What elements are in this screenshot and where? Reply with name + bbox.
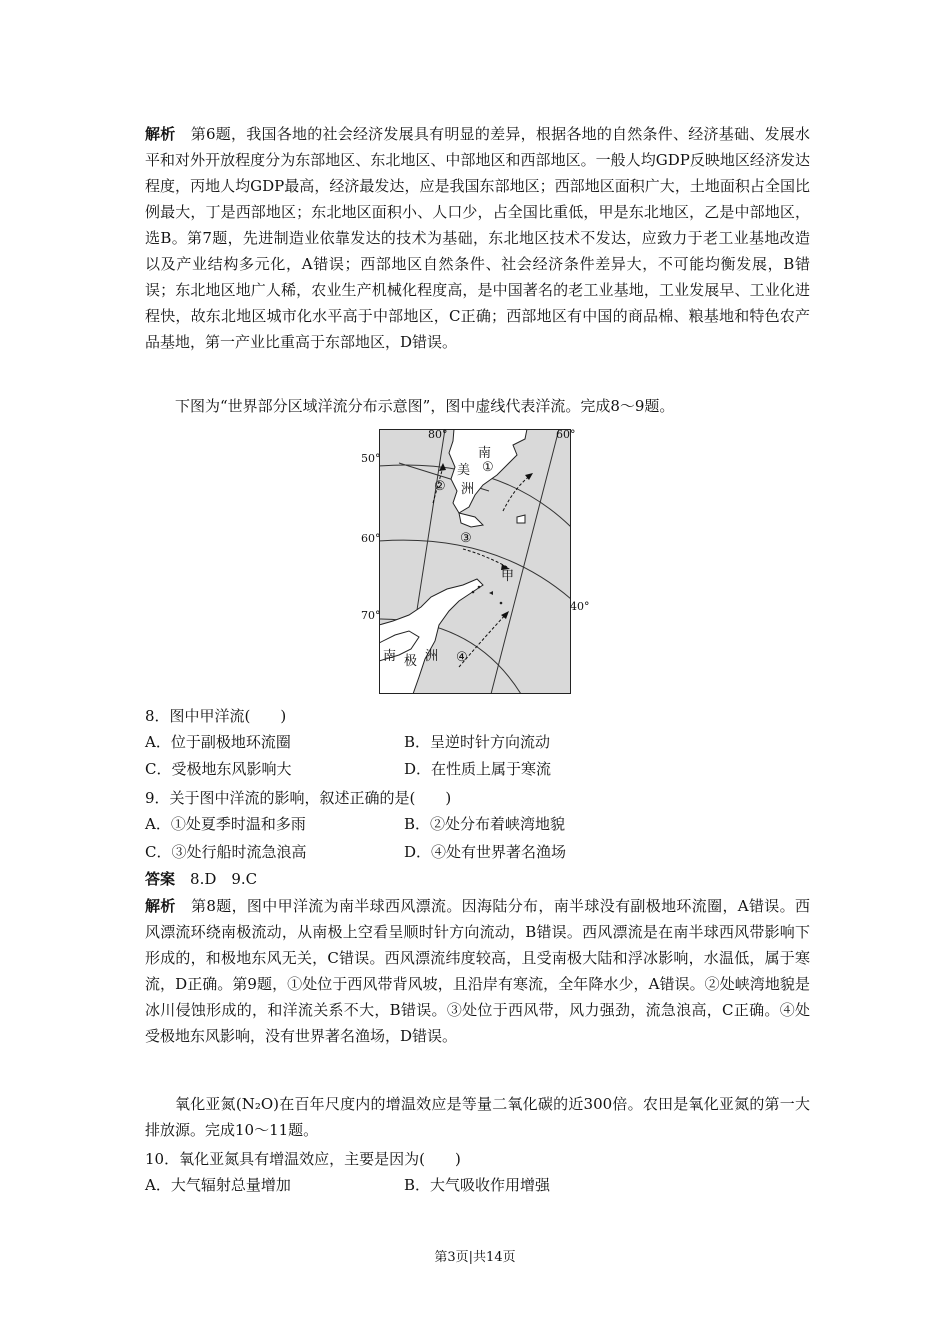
south-america-char-1: 南 — [478, 446, 492, 461]
analysis-paragraph-2 — [145, 893, 810, 1049]
marker-3: ③ — [460, 531, 472, 546]
marker-2: ② — [434, 479, 446, 494]
answer-label: 答案 — [145, 870, 176, 888]
analysis-text-2: 第8题，图中甲洋流为南半球西风漂流。因海陆分布，南半球没有副极地环流圈，A错误。西风漂流环绕南极流动，从南极上空看呈顺时针方向流动，B错误。西风漂流是在南半球西风带影响下形成的，和极地东风无关，C错误。西风漂流纬度较高，且受南极大陆和浮冰影响，水温低，属于寒流，D正确。第9题，①处位于西风带背风坡，且沿岸有寒流，全年降水少，A错误。②处峡湾地貌是冰川侵蚀形成的，和洋流关系不大，B错误。③处位于西风带，风力强劲，流急浪高，C正确。④处受极地东风影响，没有世界著名渔场，D错误。 — [145, 897, 810, 1045]
lat-label-60: 60° — [361, 532, 381, 545]
south-america-char-3: 洲 — [461, 482, 475, 497]
q9-option-d: D．④处有世界著名渔场 — [404, 843, 567, 861]
current-label-jia: 甲 — [501, 569, 515, 584]
q8-option-d: D．在性质上属于寒流 — [404, 760, 552, 778]
q9-option-a: A．①处夏季时温和多雨 — [145, 815, 306, 833]
intro-q8-q9: 下图为“世界部分区域洋流分布示意图”，图中虚线代表洋流。完成8～9题。 — [175, 397, 675, 415]
q9-option-c: C．③处行船时流急浪高 — [145, 843, 307, 861]
intro-q10-q11: 氧化亚氮(N₂O)在百年尺度内的增温效应是等量二氧化碳的近300倍。农田是氧化亚氮的第一大排放源。完成10～11题。 — [145, 1095, 810, 1139]
q8-option-b: B．呈逆时针方向流动 — [404, 733, 551, 751]
lon-label-60: 60° — [556, 428, 576, 441]
lon-label-80: 80° — [428, 428, 448, 441]
marker-1: ① — [482, 460, 494, 475]
answer-text: 8.D 9.C — [190, 870, 258, 888]
q8-option-c: C．受极地东风影响大 — [145, 760, 292, 778]
lon-label-40: 40° — [570, 600, 590, 613]
antarctica-char-3: 洲 — [425, 649, 439, 664]
analysis-label-2: 解析 — [145, 897, 176, 915]
lat-label-70: 70° — [361, 609, 381, 622]
south-america-char-2: 美 — [457, 463, 471, 478]
analysis-text: 第6题，我国各地的社会经济发展具有明显的差异，根据各地的自然条件、经济基础、发展水平和对外开放程度分为东部地区、东北地区、中部地区和西部地区。一般人均GDP反映地区经济发达程度，丙地人均GDP最高，经济最发达，应是我国东部地区；西部地区面积广大，土地面积占全国比例最大，丁是西部地区；东北地区面积小、人口少，占全国比重低，甲是东北地区，乙是中部地区，选B。第7题，先进制造业依靠发达的技术为基础，东北地区技术不发达，应致力于老工业基地改造以及产业结构多元化，A错误；西部地区自然条件、社会经济条件差异大，不可能均衡发展，B错误；东北地区地广人稀，农业生产机械化程度高，是中国著名的老工业基地，工业发展早、工业化进程快，故东北地区城市化水平高于中部地区，C正确；西部地区有中国的商品棉、粮基地和特色农产品基地，第一产业比重高于东部地区，D错误。 — [145, 125, 810, 351]
q10-option-a: A．大气辐射总量增加 — [145, 1176, 291, 1194]
antarctica-char-2: 极 — [404, 654, 418, 669]
q9-option-b: B．②处分布着峡湾地貌 — [404, 815, 566, 833]
q10-option-b: B．大气吸收作用增强 — [404, 1176, 551, 1194]
q10-stem: 10．氧化亚氮具有增温效应，主要是因为( ) — [145, 1150, 461, 1168]
q9-stem: 9．关于图中洋流的影响，叙述正确的是( ) — [145, 789, 452, 807]
analysis-label: 解析 — [145, 125, 176, 143]
answer-line — [145, 866, 257, 892]
page-footer: 第3页|共14页 — [434, 1250, 516, 1265]
lat-label-50: 50° — [361, 452, 381, 465]
marker-4: ④ — [456, 650, 468, 665]
antarctica-char-1: 南 — [383, 649, 397, 664]
q8-stem: 8．图中甲洋流( ) — [145, 707, 287, 725]
q8-option-a: A．位于副极地环流圈 — [145, 733, 291, 751]
